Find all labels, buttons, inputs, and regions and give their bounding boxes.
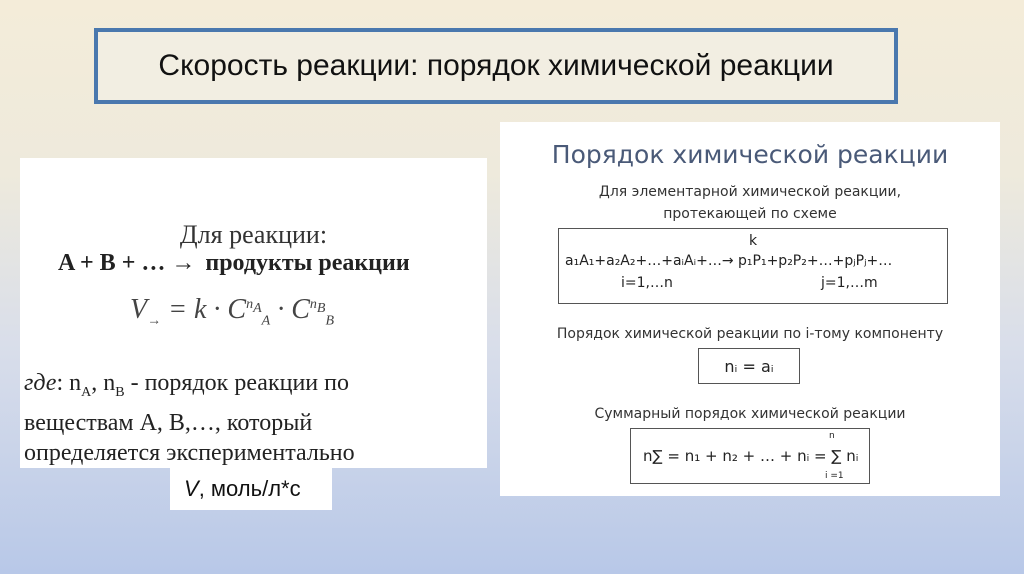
scheme-j: j=1,…m	[821, 275, 878, 291]
equation-rhs: продукты реакции	[205, 250, 410, 276]
units-box	[170, 468, 332, 510]
formula-eq: = k · C	[168, 294, 247, 325]
order-heading: Порядок химической реакции	[551, 140, 949, 169]
reaction-equation	[58, 250, 410, 277]
ni-box	[698, 348, 800, 384]
formula-sup-b: n	[309, 296, 317, 312]
formula-v: V	[130, 294, 148, 325]
sum-top: n	[829, 431, 835, 441]
where-word: где	[24, 370, 57, 396]
units-rest: , моль/л*с	[198, 476, 301, 501]
slide-title: Скорость реакции: порядок химической реакции	[158, 49, 834, 82]
sum-bottom: i =1	[825, 471, 844, 481]
where-sub-b: B	[115, 384, 125, 400]
scheme-i: i=1,…n	[621, 275, 673, 291]
formula-sup-b-sub: B	[316, 300, 326, 316]
where-part1: : n	[56, 370, 82, 396]
elementary-line1: Для элементарной химической реакции,	[598, 184, 902, 200]
where-text	[24, 368, 355, 468]
total-order-line: Суммарный порядок химической реакции	[594, 406, 906, 422]
right-panel	[500, 122, 1000, 496]
rate-formula	[130, 294, 334, 330]
sum-box	[630, 428, 870, 484]
equation-arrow: →	[171, 250, 196, 276]
equation-lhs: A + B + …	[58, 250, 166, 276]
elementary-line2: протекающей по схеме	[663, 206, 837, 222]
component-order-line: Порядок химической реакции по i-тому компоненту	[556, 326, 944, 342]
left-panel	[20, 158, 487, 468]
formula-sup-a: n	[246, 296, 254, 312]
where-sub-a: A	[81, 384, 92, 400]
formula-dot: · C	[277, 294, 310, 325]
formula-arrow: →	[147, 313, 162, 329]
scheme-line: a₁A₁+a₂A₂+…+aᵢAᵢ+…→ p₁P₁+p₂P₂+…+pⱼPⱼ+…	[565, 253, 893, 269]
where-line3: определяется экспериментально	[24, 439, 355, 466]
formula-sup-a-sub: A	[253, 300, 262, 316]
where-part3: - порядок реакции по	[124, 370, 349, 396]
formula-sub-a: A	[261, 313, 271, 329]
where-line2: веществам A, B,…, который	[24, 409, 313, 436]
slide-title-box	[94, 28, 898, 104]
formula-sub-b: B	[325, 313, 335, 329]
where-part2: , n	[91, 370, 116, 396]
ni-formula: nᵢ = aᵢ	[724, 356, 774, 376]
sum-formula: n∑ = n₁ + n₂ + … + nᵢ = ∑ nᵢ	[643, 447, 859, 465]
scheme-k: k	[749, 233, 758, 249]
reaction-intro: Для реакции:	[179, 220, 328, 249]
units-v: V	[184, 476, 199, 501]
scheme-box	[558, 228, 948, 304]
